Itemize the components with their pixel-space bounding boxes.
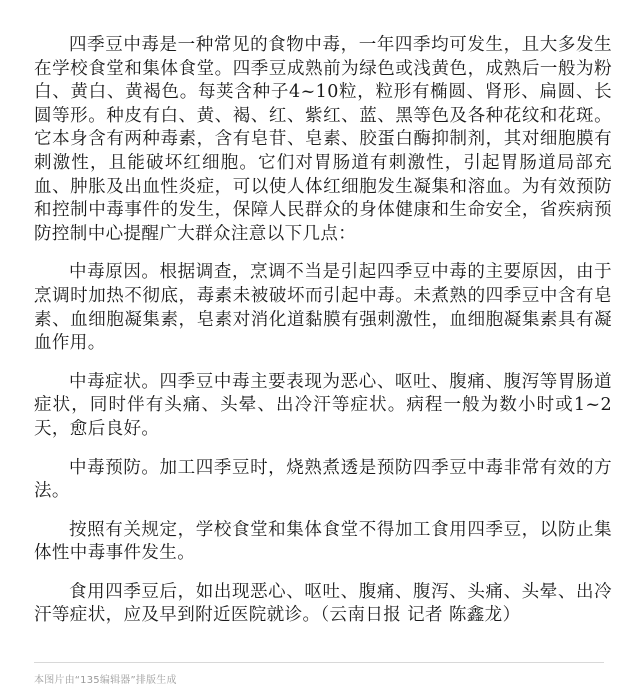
intro-paragraph: 四季豆中毒是一种常见的食物中毒，一年四季均可发生，且大多发生在学校食堂和集体食堂。四季豆成熟前为绿色或浅黄色，成熟后一般为粉白、黄白、黄褐色。每荚含种子4~10粒，粒形有椭圆、肾形、扁圆、长圆等形。种皮有白、黄、褐、红、紫红、蓝、黑等色及各种花纹和花斑。它本身含有两种毒素，含有皂苷、皂素、胶蛋白酶抑制剂，其对细胞膜有刺激性，且能破坏红细胞。它们对胃肠道有刺激性，引起胃肠道局部充血、肿胀及出血性炎症，可以使人体红细胞发生凝集和溶血。为有效预防和控制中毒事件的发生，保障人民群众的身体健康和生命安全，省疾病预防控制中心提醒广大群众注意以下几点： (34, 35, 612, 244)
article-body (34, 34, 612, 643)
prevention-paragraph: 中毒预防。加工四季豆时，烧熟煮透是预防四季豆中毒非常有效的方法。 (34, 457, 612, 502)
editor-credit: 本图片由“135编辑器”排版生成 (34, 675, 177, 686)
regulation-paragraph: 按照有关规定，学校食堂和集体食堂不得加工食用四季豆，以防止集体性中毒事件发生。 (34, 519, 612, 564)
cause-paragraph: 中毒原因。根据调查，烹调不当是引起四季豆中毒的主要原因，由于烹调时加热不彻底，毒素未被破坏而引起中毒。未煮熟的四季豆中含有皂素、血细胞凝集素，皂素对消化道黏膜有强刺激性，血细胞凝集素具有凝血作用。 (34, 262, 612, 354)
symptoms-paragraph: 中毒症状。四季豆中毒主要表现为恶心、呕吐、腹痛、腹泻等胃肠道症状，同时伴有头痛、头晕、出冷汗等症状。病程一般为数小时或1~2天，愈后良好。 (34, 371, 612, 439)
footer-divider (34, 662, 604, 663)
advice-paragraph: 食用四季豆后，如出现恶心、呕吐、腹痛、腹泻、头痛、头晕、出冷汗等症状，应及早到附近医院就诊。（云南日报 记者 陈鑫龙） (34, 581, 612, 626)
